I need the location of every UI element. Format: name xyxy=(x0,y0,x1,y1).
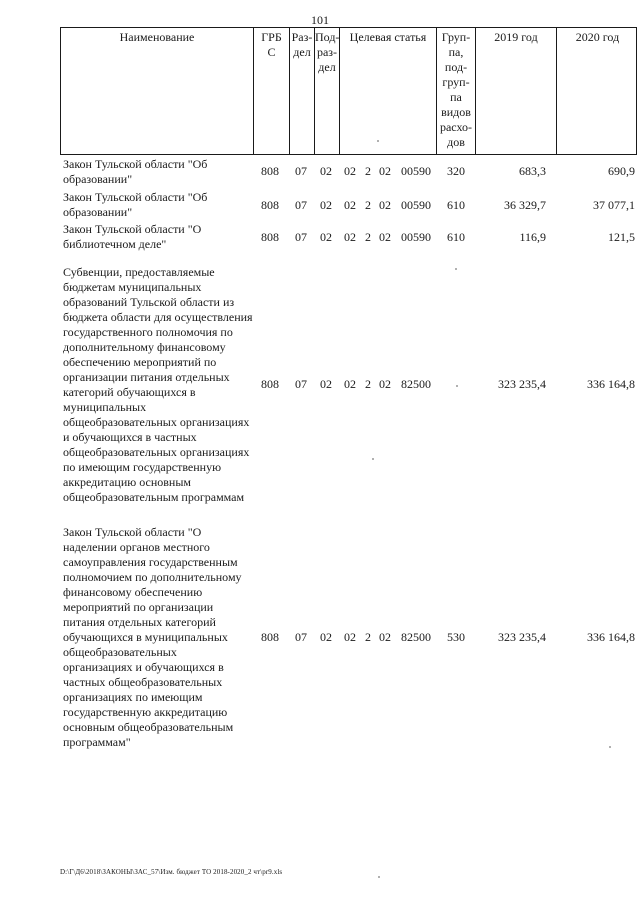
row-target-3: 02 xyxy=(379,377,391,391)
row-value-2020: 690,9 xyxy=(608,164,635,178)
row-name: Субвенции, предоставляемые бюджетам муниципальных образований Тульской области из бюджета области для осуществления государственного полномочия по дополнительному финансовому обеспечению мероприятий по организации питания отдельных категорий обучающихся в муниципальных общеобразовательных организациях и обучающихся в частных общеобразовательных организациях по имеющим государственную аккредитацию основным общеобразовательным программам xyxy=(63,265,253,504)
scan-speck xyxy=(378,876,380,878)
header-razdel: Раз- дел xyxy=(290,28,315,154)
row-target-3: 02 xyxy=(379,164,391,178)
row-grbs: 808 xyxy=(261,230,279,244)
scan-speck xyxy=(456,385,458,387)
header-name: Наименование xyxy=(61,28,254,154)
row-target-4: 00590 xyxy=(401,164,431,178)
header-year-2019: 2019 год xyxy=(476,28,557,154)
row-expense-group: 610 xyxy=(447,230,465,244)
page-number: 101 xyxy=(311,13,329,27)
row-podrazdel: 02 xyxy=(320,230,332,244)
row-target-2: 2 xyxy=(365,630,371,644)
row-expense-group: 610 xyxy=(447,198,465,212)
row-target-4: 00590 xyxy=(401,198,431,212)
row-target-4: 82500 xyxy=(401,630,431,644)
row-razdel: 07 xyxy=(295,164,307,178)
row-target-1: 02 xyxy=(344,230,356,244)
header-expense-group: Груп- па, под- груп- па видов расхо- дов xyxy=(437,28,476,154)
row-razdel: 07 xyxy=(295,230,307,244)
row-name: Закон Тульской области "О библиотечном деле" xyxy=(63,222,202,251)
row-name: Закон Тульской области "О наделении органов местного самоуправления государственным полномочием по дополнительному финансовому обеспечению мероприятий по организации питания отдельных категорий обучающихся в муниципальных общеобразовательных организациях и обучающихся в частных общеобразовательных организациях по имеющим государственную аккредитацию основным общеобразовательным программам" xyxy=(63,525,242,749)
row-grbs: 808 xyxy=(261,198,279,212)
row-name: Закон Тульской области "Об образовании" xyxy=(63,157,208,186)
row-target-2: 2 xyxy=(365,377,371,391)
row-razdel: 07 xyxy=(295,198,307,212)
row-value-2020: 37 077,1 xyxy=(593,198,635,212)
row-razdel: 07 xyxy=(295,377,307,391)
row-value-2019: 323 235,4 xyxy=(498,377,546,391)
row-target-1: 02 xyxy=(344,630,356,644)
header-grbs: ГРБ С xyxy=(254,28,290,154)
row-podrazdel: 02 xyxy=(320,377,332,391)
row-podrazdel: 02 xyxy=(320,164,332,178)
row-target-1: 02 xyxy=(344,198,356,212)
row-target-4: 82500 xyxy=(401,377,431,391)
row-value-2019: 683,3 xyxy=(519,164,546,178)
row-value-2020: 336 164,8 xyxy=(587,377,635,391)
row-grbs: 808 xyxy=(261,377,279,391)
row-target-2: 2 xyxy=(365,230,371,244)
row-target-3: 02 xyxy=(379,198,391,212)
row-podrazdel: 02 xyxy=(320,630,332,644)
row-razdel: 07 xyxy=(295,630,307,644)
row-target-3: 02 xyxy=(379,630,391,644)
row-target-2: 2 xyxy=(365,198,371,212)
row-target-1: 02 xyxy=(344,164,356,178)
scan-speck xyxy=(372,458,374,460)
row-target-3: 02 xyxy=(379,230,391,244)
scan-speck xyxy=(455,268,457,270)
row-target-2: 2 xyxy=(365,164,371,178)
row-name: Закон Тульской области "Об образовании" xyxy=(63,190,208,219)
scan-speck xyxy=(609,746,611,748)
row-expense-group: 530 xyxy=(447,630,465,644)
row-grbs: 808 xyxy=(261,630,279,644)
footer-file-path: D:\Г\Д6\2018\ЗАКОНЫ\ЗАС_57\Изм. бюджет ТО 2018-2020_2 чт\pr9.xls xyxy=(60,868,283,876)
header-podrazdel: Под- раз- дел xyxy=(315,28,340,154)
row-value-2019: 323 235,4 xyxy=(498,630,546,644)
row-target-1: 02 xyxy=(344,377,356,391)
header-year-2020: 2020 год xyxy=(575,30,620,44)
row-value-2020: 121,5 xyxy=(608,230,635,244)
row-target-4: 00590 xyxy=(401,230,431,244)
row-value-2019: 116,9 xyxy=(519,230,546,244)
row-podrazdel: 02 xyxy=(320,198,332,212)
row-grbs: 808 xyxy=(261,164,279,178)
table-header xyxy=(60,27,637,155)
header-target-article: Целевая статья xyxy=(340,28,437,154)
scan-speck xyxy=(377,140,379,142)
row-value-2020: 336 164,8 xyxy=(587,630,635,644)
row-expense-group: 320 xyxy=(447,164,465,178)
row-value-2019: 36 329,7 xyxy=(504,198,546,212)
